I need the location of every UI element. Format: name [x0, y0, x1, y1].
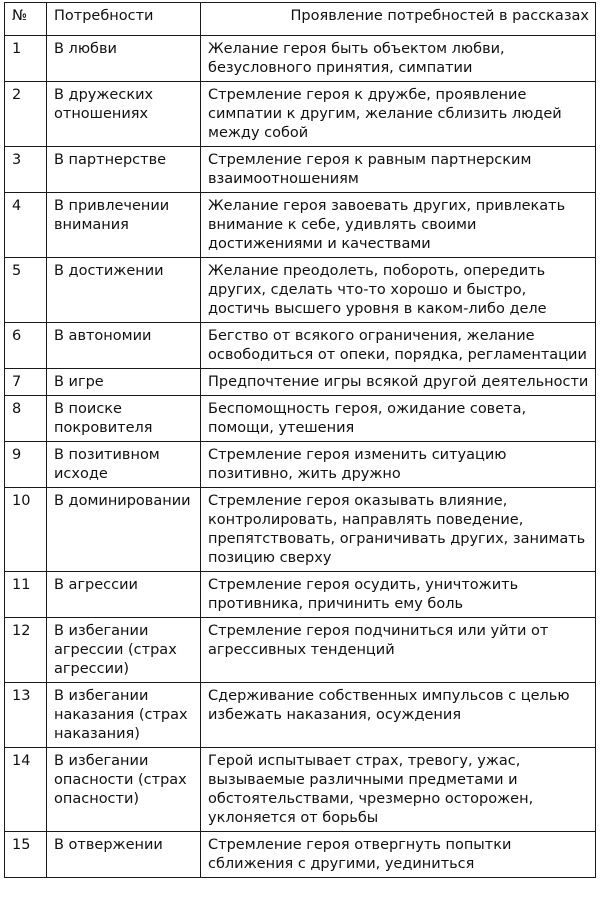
cell-num: 5 — [5, 258, 47, 323]
cell-manifest: Сдерживание собственных импульсов с целью избежать наказания, осуждения — [201, 683, 596, 748]
cell-need: В любви — [47, 36, 201, 82]
needs-table — [4, 2, 596, 878]
cell-need: В агрессии — [47, 572, 201, 618]
cell-manifest: Предпочтение игры всякой другой деятельности — [201, 369, 596, 396]
cell-num: 2 — [5, 82, 47, 147]
cell-num: 6 — [5, 323, 47, 369]
cell-need: В избегании опасности (страх опасности) — [47, 748, 201, 832]
cell-need: В достижении — [47, 258, 201, 323]
cell-need: В автономии — [47, 323, 201, 369]
table-row — [5, 323, 596, 369]
table-row — [5, 36, 596, 82]
cell-manifest: Стремление героя отвергнуть попытки сближения с другими, уединиться — [201, 832, 596, 878]
cell-num: 14 — [5, 748, 47, 832]
cell-need: В партнерстве — [47, 147, 201, 193]
table-row — [5, 748, 596, 832]
cell-need: В дружеских отношениях — [47, 82, 201, 147]
table-row — [5, 193, 596, 258]
table-row — [5, 396, 596, 442]
cell-need: В отвержении — [47, 832, 201, 878]
cell-manifest: Стремление героя к равным партнерским взаимоотношениям — [201, 147, 596, 193]
header-num: № — [5, 3, 47, 36]
cell-manifest: Герой испытывает страх, тревогу, ужас, вызываемые различными предметами и обстоятельствами, чрезмерно осторожен, уклоняется от борьбы — [201, 748, 596, 832]
cell-need: В поиске покровителя — [47, 396, 201, 442]
cell-manifest: Бегство от всякого ограничения, желание освободиться от опеки, порядка, регламентации — [201, 323, 596, 369]
cell-num: 15 — [5, 832, 47, 878]
table-body — [5, 36, 596, 878]
cell-num: 13 — [5, 683, 47, 748]
cell-need: В позитивном исходе — [47, 442, 201, 488]
cell-num: 11 — [5, 572, 47, 618]
table-row — [5, 82, 596, 147]
cell-num: 3 — [5, 147, 47, 193]
cell-num: 1 — [5, 36, 47, 82]
table-row — [5, 618, 596, 683]
cell-need: В привлечении внимания — [47, 193, 201, 258]
cell-manifest: Желание героя завоевать других, привлекать внимание к себе, удивлять своими достижениями и качествами — [201, 193, 596, 258]
cell-num: 9 — [5, 442, 47, 488]
table-row — [5, 442, 596, 488]
cell-num: 12 — [5, 618, 47, 683]
cell-num: 7 — [5, 369, 47, 396]
cell-num: 4 — [5, 193, 47, 258]
table-row — [5, 832, 596, 878]
cell-manifest: Стремление героя к дружбе, проявление симпатии к другим, желание сблизить людей между собой — [201, 82, 596, 147]
table-row — [5, 572, 596, 618]
cell-manifest: Желание преодолеть, побороть, опередить других, сделать что-то хорошо и быстро, достичь высшего уровня в каком-либо деле — [201, 258, 596, 323]
cell-manifest: Беспомощность героя, ожидание совета, помощи, утешения — [201, 396, 596, 442]
cell-need: В избегании агрессии (страх агрессии) — [47, 618, 201, 683]
table-row — [5, 369, 596, 396]
table-row — [5, 258, 596, 323]
header-manifestation: Проявление потребностей в рассказах — [201, 3, 596, 36]
table-row — [5, 488, 596, 572]
header-row — [5, 3, 596, 36]
header-need: Потребности — [47, 3, 201, 36]
cell-manifest: Стремление героя оказывать влияние, контролировать, направлять поведение, препятствовать, ограничивать других, занимать позицию сверху — [201, 488, 596, 572]
cell-manifest: Стремление героя изменить ситуацию позитивно, жить дружно — [201, 442, 596, 488]
cell-manifest: Стремление героя осудить, уничтожить противника, причинить ему боль — [201, 572, 596, 618]
cell-num: 10 — [5, 488, 47, 572]
cell-need: В игре — [47, 369, 201, 396]
table-row — [5, 147, 596, 193]
cell-manifest: Желание героя быть объектом любви, безусловного принятия, симпатии — [201, 36, 596, 82]
cell-need: В доминировании — [47, 488, 201, 572]
cell-need: В избегании наказания (страх наказания) — [47, 683, 201, 748]
cell-num: 8 — [5, 396, 47, 442]
table-row — [5, 683, 596, 748]
cell-manifest: Стремление героя подчиниться или уйти от агрессивных тенденций — [201, 618, 596, 683]
